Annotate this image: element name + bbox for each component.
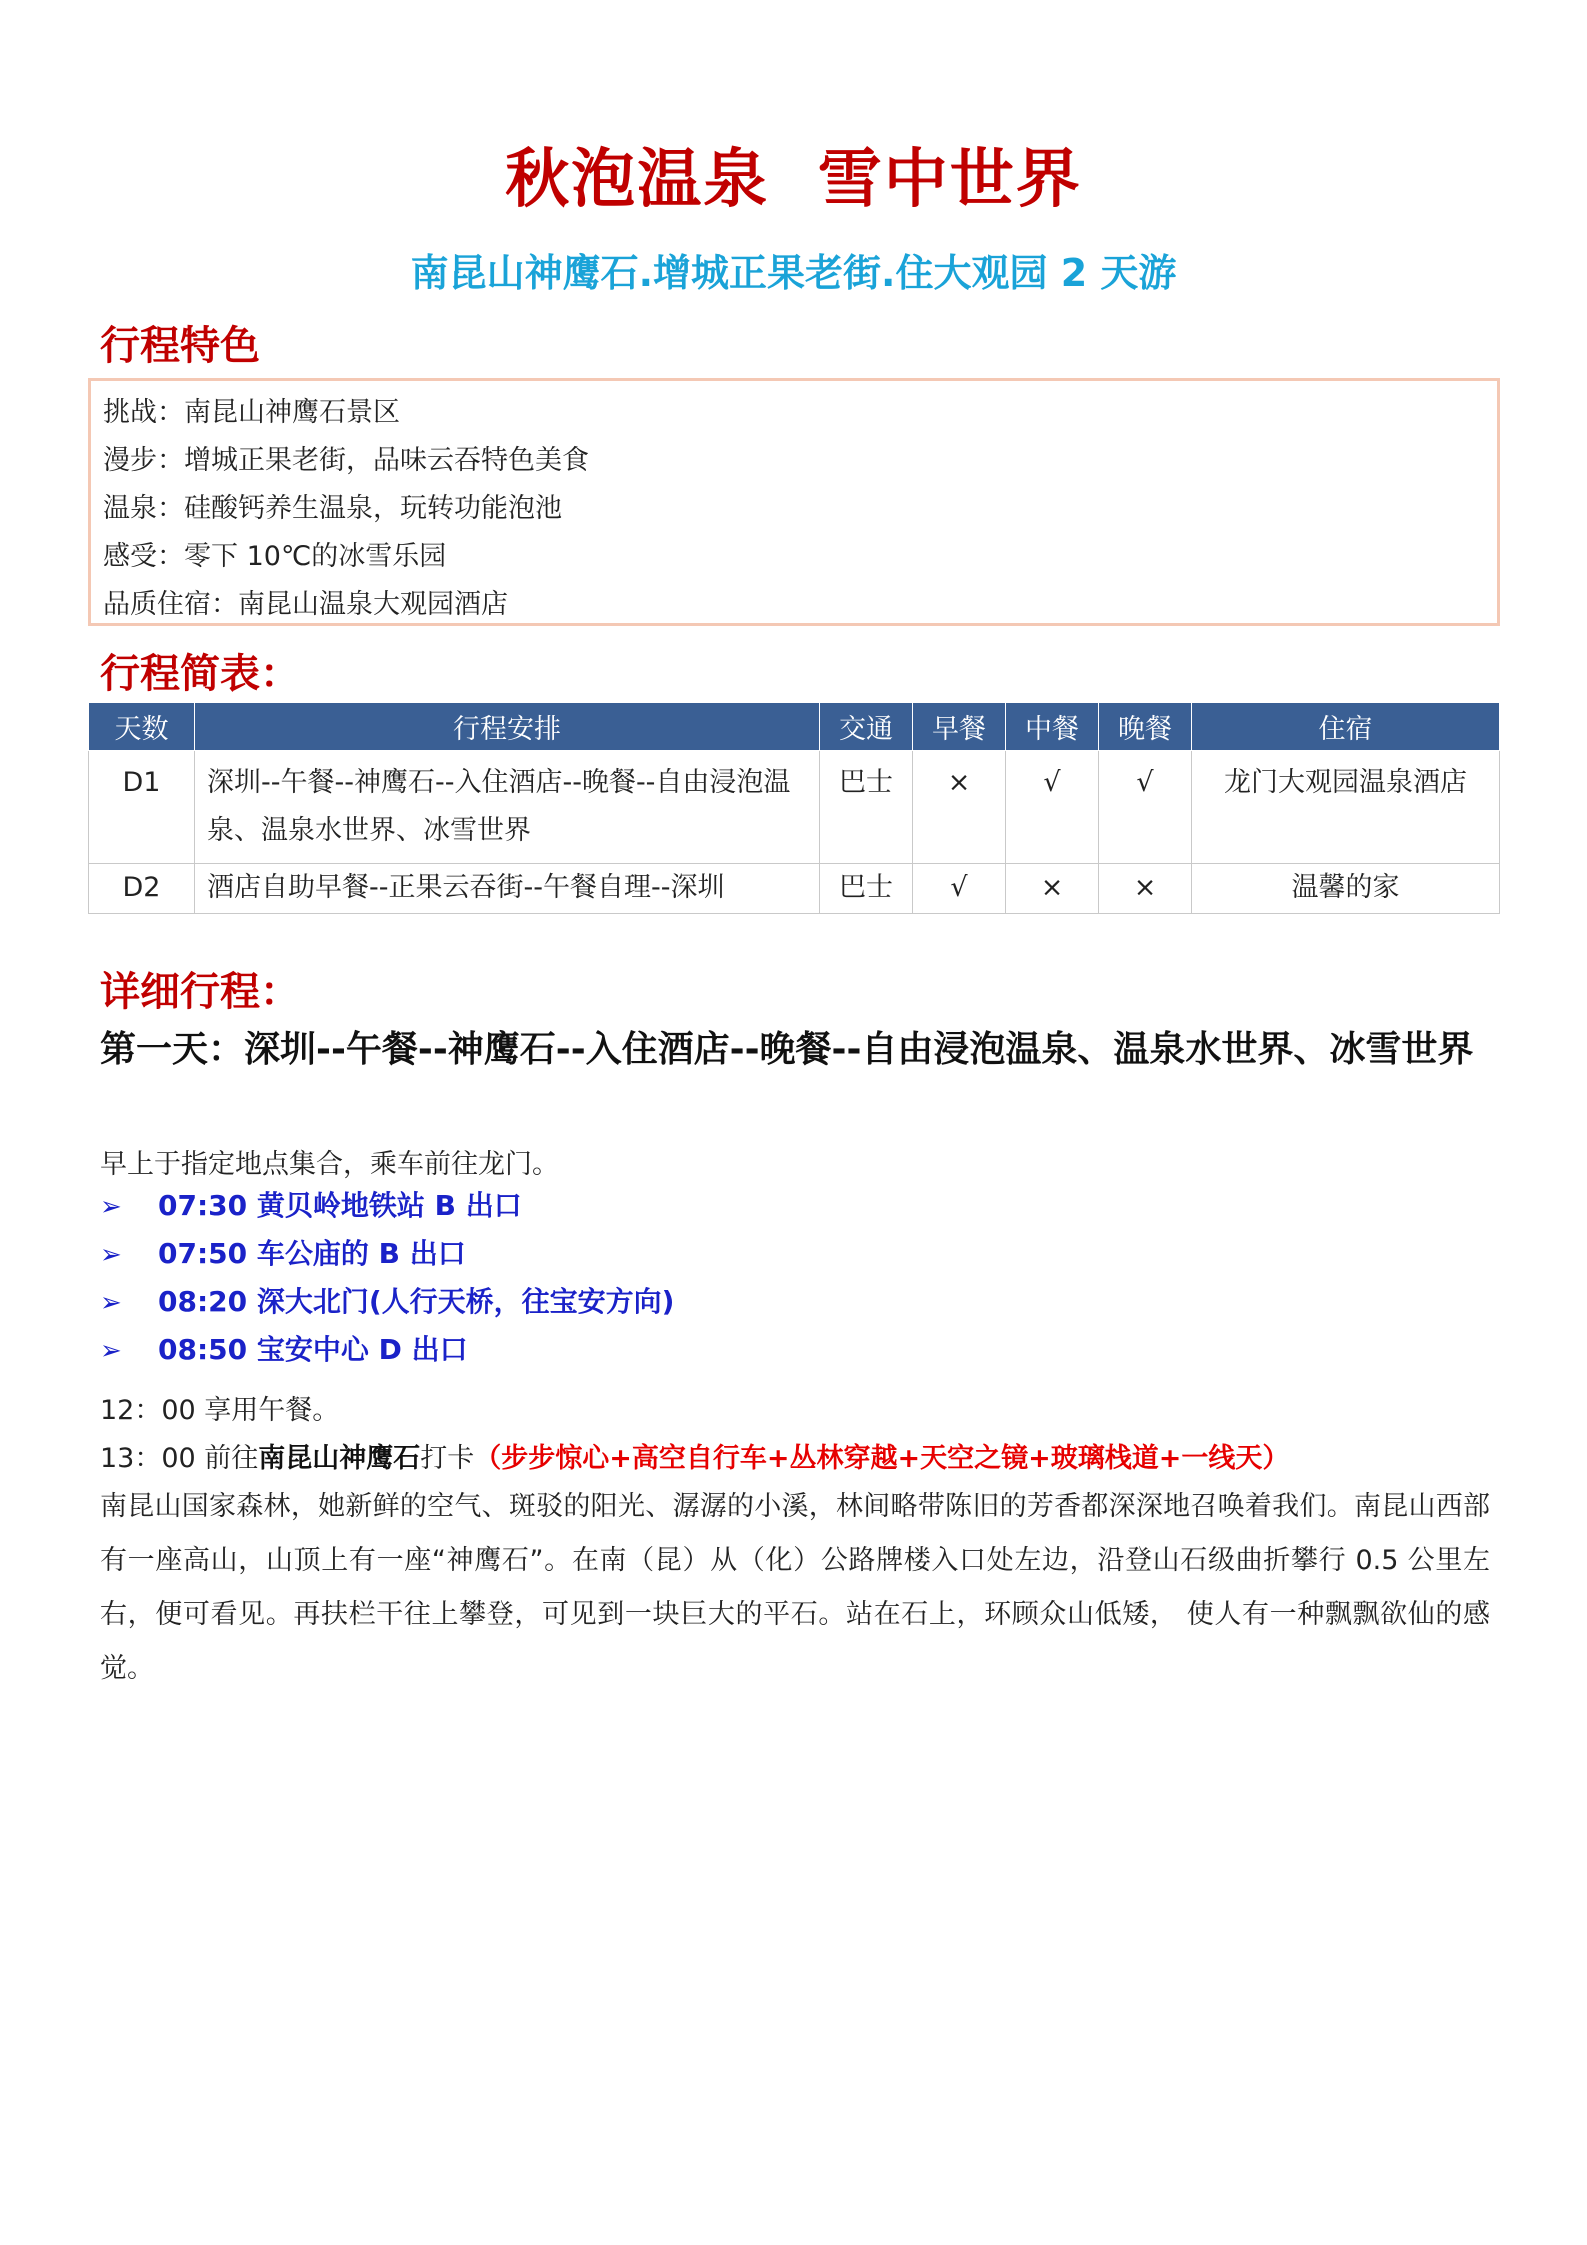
cell-transport: 巴士 <box>820 751 913 864</box>
header-schedule: 行程安排 <box>195 703 820 751</box>
cell-lunch: √ <box>1006 751 1099 864</box>
sub-title: 南昆山神鹰石.增城正果老街.住大观园 2 天游 <box>410 251 1177 295</box>
pickup-text: 08:50 宝安中心 D 出口 <box>158 1333 468 1366</box>
pickup-text: 08:20 深大北门(人行天桥，往宝安方向) <box>158 1285 675 1318</box>
cell-lunch: × <box>1006 864 1099 914</box>
arrow-bullet-icon: ➢ <box>100 1240 122 1270</box>
table-row <box>89 864 1500 914</box>
header-accommodation: 住宿 <box>1192 703 1500 751</box>
cell-accommodation: 龙门大观园温泉酒店 <box>1192 751 1500 864</box>
cell-day: D2 <box>89 864 195 914</box>
pickup-text: 07:30 黄贝岭地铁站 B 出口 <box>158 1189 522 1222</box>
cell-day: D1 <box>89 751 195 864</box>
arrow-bullet-icon: ➢ <box>100 1288 122 1318</box>
header-lunch: 中餐 <box>1006 703 1099 751</box>
header-breakfast: 早餐 <box>913 703 1006 751</box>
visit-prefix: 13：00 前往 <box>100 1443 259 1474</box>
header-transport: 交通 <box>820 703 913 751</box>
feature-item: 漫步：增城正果老街，品味云吞特色美食 <box>103 445 589 476</box>
cell-breakfast: × <box>913 751 1006 864</box>
summary-heading: 行程简表： <box>100 651 300 697</box>
arrow-bullet-icon: ➢ <box>100 1336 122 1366</box>
table-row <box>89 751 1500 864</box>
cell-transport: 巴士 <box>820 864 913 914</box>
visit-suffix: 打卡 <box>420 1443 475 1474</box>
day1-title: 第一天：深圳--午餐--神鹰石--入住酒店--晚餐--自由浸泡温泉、温泉水世界、冰雪世界 <box>100 1029 1474 1070</box>
features-box <box>88 378 1500 626</box>
cell-dinner: × <box>1099 864 1192 914</box>
visit-highlight: （步步惊心+高空自行车+丛林穿越+天空之镜+玻璃栈道+一线天） <box>474 1443 1290 1474</box>
feature-item: 温泉：硅酸钙养生温泉，玩转功能泡池 <box>103 493 562 524</box>
arrow-bullet-icon: ➢ <box>100 1192 122 1222</box>
cell-accommodation: 温馨的家 <box>1192 864 1500 914</box>
main-title: 秋泡温泉 雪中世界 <box>505 143 1082 217</box>
pickup-text: 07:50 车公庙的 B 出口 <box>158 1237 466 1270</box>
header-dinner: 晚餐 <box>1099 703 1192 751</box>
visit-place: 南昆山神鹰石 <box>258 1443 421 1474</box>
pickup-item <box>100 1326 468 1374</box>
visit-line <box>100 1436 1289 1475</box>
features-heading: 行程特色 <box>100 323 260 369</box>
table-header-row <box>89 703 1500 751</box>
cell-schedule: 深圳--午餐--神鹰石--入住酒店--晚餐--自由浸泡温泉、温泉水世界、冰雪世界 <box>195 751 820 864</box>
detail-heading: 详细行程： <box>100 969 300 1015</box>
pickup-item <box>100 1230 466 1278</box>
header-day: 天数 <box>89 703 195 751</box>
pickup-item <box>100 1278 674 1326</box>
intro-text: 早上于指定地点集合，乘车前往龙门。 <box>100 1149 559 1180</box>
feature-item: 品质住宿：南昆山温泉大观园酒店 <box>103 589 508 620</box>
itinerary-table <box>88 702 1500 914</box>
pickup-item <box>100 1182 522 1230</box>
feature-item: 感受：零下 10℃的冰雪乐园 <box>103 541 447 572</box>
feature-item: 挑战：南昆山神鹰石景区 <box>103 397 400 428</box>
description-paragraph: 南昆山国家森林，她新鲜的空气、斑驳的阳光、潺潺的小溪，林间略带陈旧的芳香都深深地召唤着我们。南昆山西部有一座高山，山顶上有一座“神鹰石”。在南（昆）从（化）公路牌楼入口处左边，沿登山石级曲折攀行 0.5 公里左右，便可看见。再扶栏干往上攀登，可见到一块巨大的平石。站在石上，环顾众山低矮， 使人有一种飘飘欲仙的感觉。 <box>100 1491 1490 1684</box>
cell-dinner: √ <box>1099 751 1192 864</box>
cell-schedule: 酒店自助早餐--正果云吞街--午餐自理--深圳 <box>195 864 820 914</box>
cell-breakfast: √ <box>913 864 1006 914</box>
lunch-text: 12：00 享用午餐。 <box>100 1395 340 1426</box>
